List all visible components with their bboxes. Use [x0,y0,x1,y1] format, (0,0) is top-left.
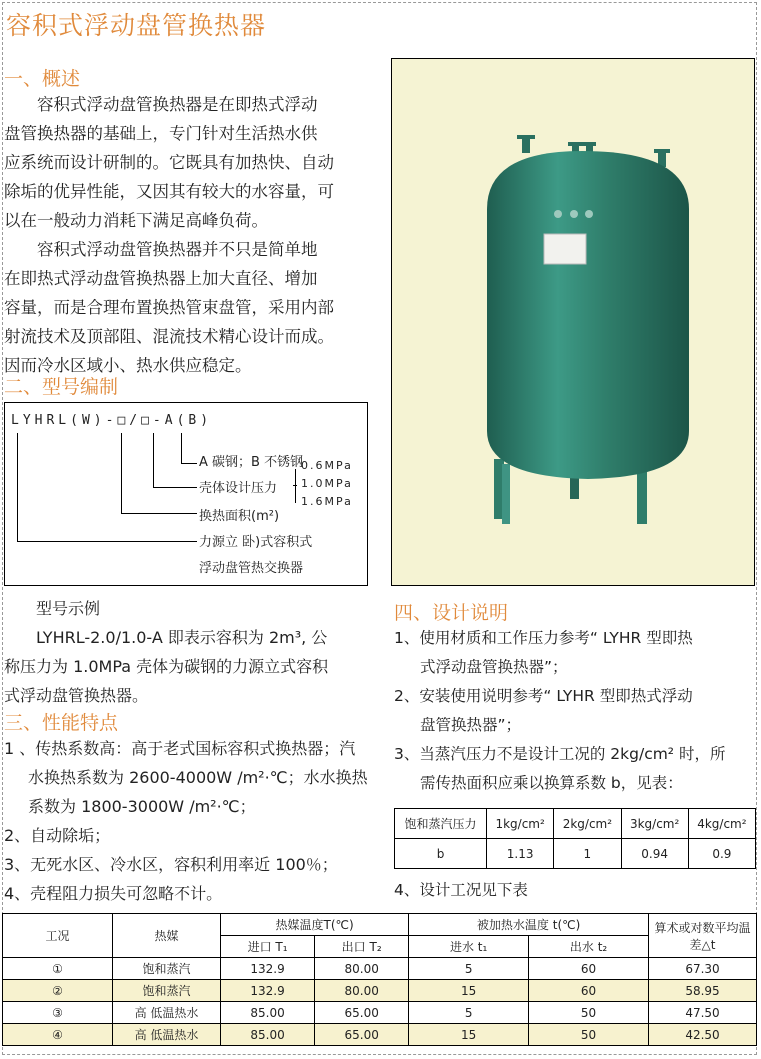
example-line: 式浮动盘管换热器。 [4,686,149,705]
table-cell: 高 低温热水 [113,1024,221,1046]
table-header: 工况 [3,914,113,958]
table-header: 被加热水温度 t(℃) [409,914,649,936]
table-cell: 15 [409,980,529,1002]
table-cell: 85.00 [221,1002,315,1024]
design-line: 2、安装使用说明参考“ LYHR 型即热式浮动 [394,687,693,705]
table-cell: 132.9 [221,980,315,1002]
table-cell: 高 低温热水 [113,1002,221,1024]
table-cell: ① [3,958,113,980]
overview-line: 在即热式浮动盘管换热器上加大直径、增加 [4,269,318,288]
feature-line: 水换热系数为 2600-4000W /m²·℃；水水换热 [28,768,368,787]
table-cell: 80.00 [315,958,409,980]
table-cell: 65.00 [315,1024,409,1046]
table-cell: ④ [3,1024,113,1046]
table-header: 3kg/cm² [621,809,688,839]
table-cell: 15 [409,1024,529,1046]
pressure-label: 壳体设计压力 [199,481,278,496]
table-cell: 65.00 [315,1002,409,1024]
overview-line: 盘管换热器的基础上，专门针对生活热水供 [4,124,318,143]
table-cell: 饱和蒸汽 [113,958,221,980]
table-cell: 0.94 [621,839,688,869]
feature-line: 3、无死水区、冷水区，容积利用率近 100％； [4,855,338,874]
table-header: 出口 T₂ [315,936,409,958]
pressure-option: 1.6MPa [301,495,353,508]
tank-body [487,151,689,479]
table-row [395,839,756,869]
section-overview-heading: 一、概述 [4,68,81,90]
material-label: A 碳钢；B 不锈钢 [199,455,304,470]
table-row [3,1024,757,1046]
table-cell: ② [3,980,113,1002]
table-cell: 5 [409,1002,529,1024]
example-line: 称压力为 1.0MPa 壳体为碳钢的力源立式容积 [4,657,329,676]
table-row [3,1002,757,1024]
pressure-option: 0.6MPa [301,459,353,472]
example-line: LYHRL-2.0/1.0-A 即表示容积为 2m³, 公 [36,628,328,647]
design-line: 3、当蒸汽压力不是设计工况的 2kg/cm² 时，所 [394,745,726,763]
nameplate [544,234,586,264]
table-cell: 50 [529,1024,649,1046]
features-list [4,734,388,908]
table-cell: 58.95 [649,980,757,1002]
table-header: 出水 t₂ [529,936,649,958]
tank-illustration [392,59,754,585]
overview-line: 容积式浮动盘管换热器并不只是简单地 [37,240,318,259]
table-cell: 60 [529,980,649,1002]
table-header: 进水 t₁ [409,936,529,958]
table-cell: 80.00 [315,980,409,1002]
table-row [395,809,756,839]
feature-line: 系数为 1800-3000W /m²·℃； [28,797,256,816]
overview-line: 除垢的优异性能，又因其有较大的水容量，可 [4,182,334,201]
feature-line: 2、自动除垢； [4,826,111,845]
table-cell: b [395,839,487,869]
conditions-table [2,913,757,1046]
model-example [4,594,388,710]
table-header: 算术或对数平均温差△t [649,914,757,958]
overview-line: 射流技术及顶部阻、混流技术精心设计而成。 [4,327,334,346]
design-list [394,624,758,798]
model-code: LYHRL(W)-□/□-A(B) [11,413,213,428]
design-line: 4、设计工况见下表 [394,881,528,899]
table-header: 进口 T₁ [221,936,315,958]
overview-line: 以在一般动力消耗下满足高峰负荷。 [4,211,268,230]
design-line: 需传热面积应乘以换算系数 b，见表： [420,774,683,792]
table-header: 4kg/cm² [688,809,755,839]
table-cell: 1.13 [487,839,554,869]
type-label: 浮动盘管热交换器 [199,561,304,576]
feature-line: 4、壳程阻力损失可忽略不计。 [4,884,223,903]
table-cell: 85.00 [221,1024,315,1046]
table-row [3,914,757,936]
overview-line: 容量，而是合理布置换热管束盘管，采用内部 [4,298,334,317]
table-header: 饱和蒸汽压力 [395,809,487,839]
coefficient-table [394,808,756,869]
design-line: 盘管换热器”； [420,716,522,734]
table-row [3,958,757,980]
table-header: 2kg/cm² [554,809,621,839]
table-cell: 5 [409,958,529,980]
table-cell: 50 [529,1002,649,1024]
feature-line: 1 、传热系数高：高于老式国标容积式换热器；汽 [4,739,356,758]
table-row [3,980,757,1002]
table-cell: 0.9 [688,839,755,869]
table-cell: ③ [3,1002,113,1024]
section-model-heading: 二、型号编制 [4,376,119,398]
table-cell: 60 [529,958,649,980]
table-cell: 67.30 [649,958,757,980]
example-heading: 型号示例 [36,599,101,618]
table-cell: 132.9 [221,958,315,980]
overview-line: 因而冷水区域小、热水供应稳定。 [4,356,252,375]
table-header: 热媒 [113,914,221,958]
table-cell: 饱和蒸汽 [113,980,221,1002]
design-line: 1、使用材质和工作压力参考“ LYHR 型即热 [394,629,693,647]
product-photo [391,58,755,586]
table-cell: 1 [554,839,621,869]
section-design-heading: 四、设计说明 [394,602,509,624]
pressure-option: 1.0MPa [301,477,353,490]
table-cell: 42.50 [649,1024,757,1046]
section-features-heading: 三、性能特点 [4,712,119,734]
overview-text [4,90,384,380]
area-label: 换热面积(m²) [199,509,280,524]
table-header: 1kg/cm² [487,809,554,839]
type-label: 力源立 卧)式容积式 [199,535,313,550]
design-line: 式浮动盘管换热器”； [420,658,568,676]
page-title: 容积式浮动盘管换热器 [6,11,267,40]
overview-line: 应系统而设计研制的。它既具有加热快、自动 [4,153,334,172]
table-header: 热媒温度T(℃) [221,914,409,936]
table-cell: 47.50 [649,1002,757,1024]
model-diagram [4,402,368,586]
overview-line: 容积式浮动盘管换热器是在即热式浮动 [37,95,318,114]
